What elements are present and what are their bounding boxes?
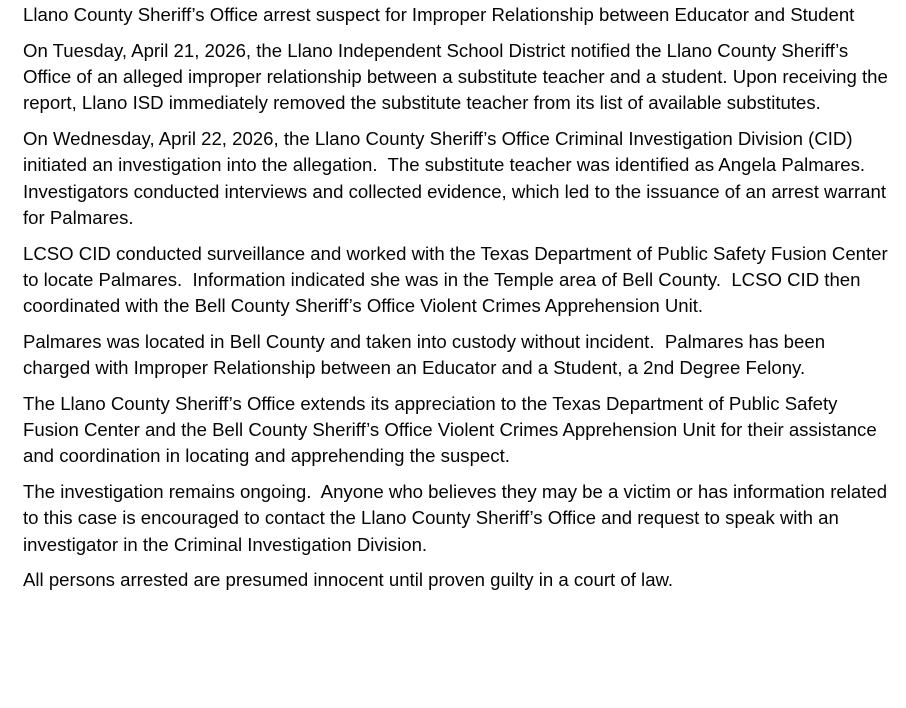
paragraph-investigation-initiated: On Wednesday, April 22, 2026, the Llano County Sheriff’s Office Criminal Investigation Division (CID) initiated an investigation into the allegation. The substitute teacher was identified as Angela Palmares. Investigators conducted interviews and collected evidence, which led to the issuance of an arrest warrant for Palmares. bbox=[23, 127, 892, 228]
post-headline: Llano County Sheriff’s Office arrest suspect for Improper Relationship between Educator and Student bbox=[23, 4, 855, 25]
paragraph-arrest: Palmares was located in Bell County and taken into custody without incident. Palmares has been charged with Improper Relationship between an Educator and a Student, a 2nd Degree Felony. bbox=[23, 330, 831, 379]
paragraph-surveillance: LCSO CID conducted surveillance and worked with the Texas Department of Public Safety Fusion Center to locate Palmares. Information indicated she was in the Temple area of Bell County. LCSO CID then coordinated with the Bell County Sheriff’s Office Violent Crimes Apprehension Unit. bbox=[23, 242, 893, 317]
paragraph-disclaimer: All persons arrested are presumed innocent until proven guilty in a court of law. bbox=[23, 569, 674, 591]
paragraph-ongoing-investigation: The investigation remains ongoing. Anyone who believes they may be a victim or has information related to this case is encouraged to contact the Llano County Sheriff’s Office and request to speak with an investigator in the Criminal Investigation Division. bbox=[23, 481, 893, 555]
paragraph-appreciation: The Llano County Sheriff’s Office extends its appreciation to the Texas Department of Public Safety Fusion Center and the Bell County Sheriff’s Office Violent Crimes Apprehension Unit for their assistance and coordination in locating and apprehending the suspect. bbox=[23, 392, 882, 467]
paragraph-report-notification: On Tuesday, April 21, 2026, the Llano Independent School District notified the Llano County Sheriff’s Office of an alleged improper relationship between a substitute teacher and a student. Upon receiving the report, Llano ISD immediately removed the substitute teacher from its list of available substitutes. bbox=[23, 39, 893, 114]
